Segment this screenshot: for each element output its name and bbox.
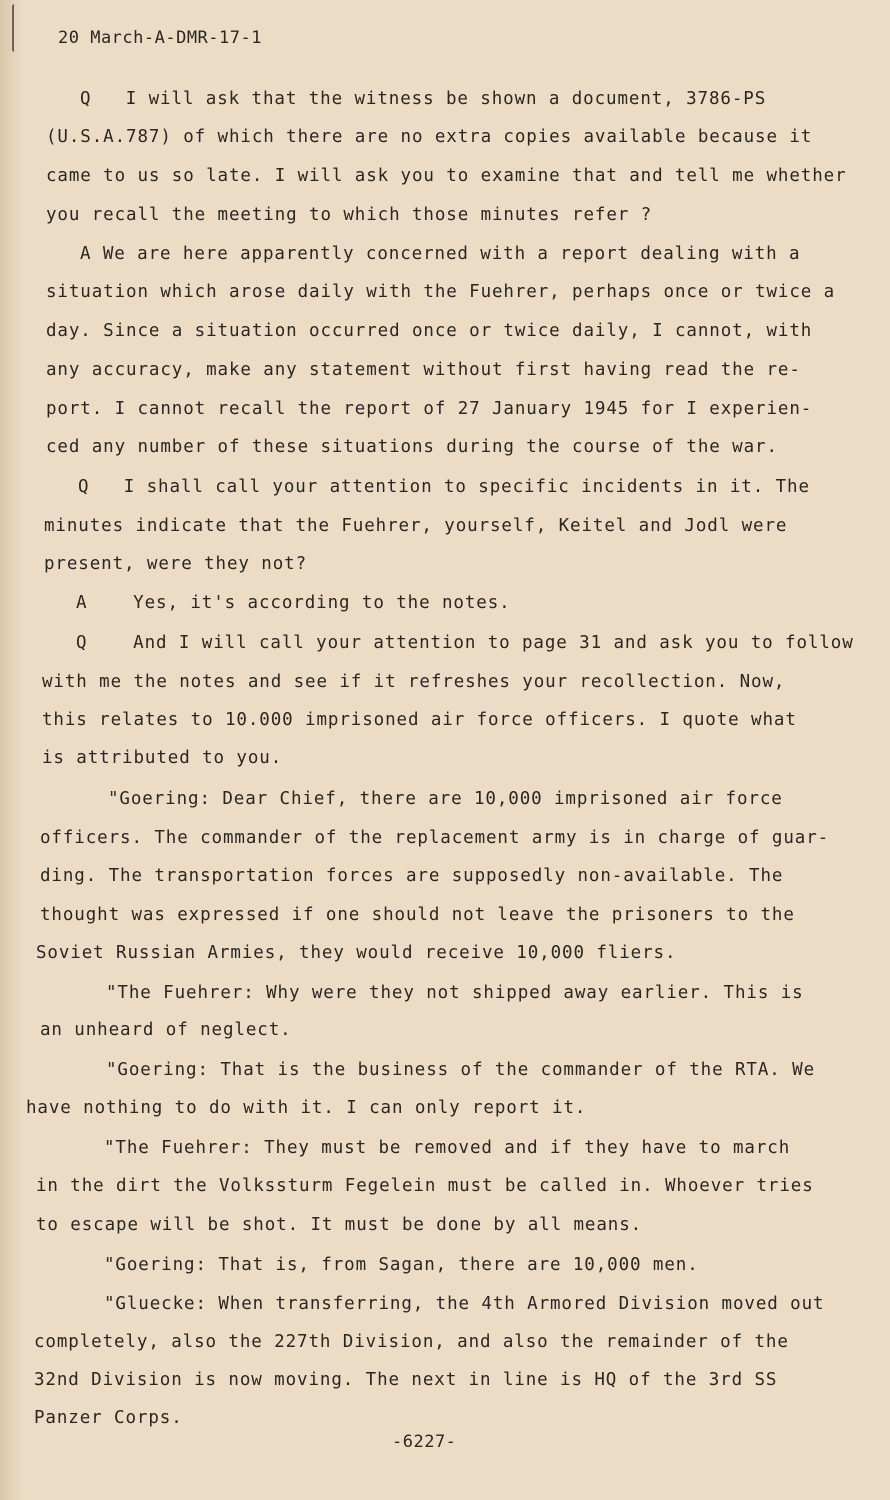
text-line: have nothing to do with it. I can only report it. xyxy=(26,1098,587,1118)
text-line: ding. The transportation forces are supposedly non-available. The xyxy=(40,866,784,886)
text-line: A We are here apparently concerned with a report dealing with a xyxy=(80,244,801,264)
binder-mark xyxy=(12,4,17,52)
text-line: with me the notes and see if it refreshes your recollection. Now, xyxy=(42,672,786,692)
text-line: Q And I will call your attention to page 31 and ask you to follow xyxy=(76,633,854,653)
text-line: (U.S.A.787) of which there are no extra copies available because it xyxy=(46,127,813,147)
text-line: came to us so late. I will ask you to examine that and tell me whether xyxy=(46,166,847,186)
text-line: Panzer Corps. xyxy=(34,1408,183,1428)
text-line: in the dirt the Volkssturm Fegelein must be called in. Whoever tries xyxy=(36,1176,814,1196)
text-line: completely, also the 227th Division, and also the remainder of the xyxy=(34,1332,789,1352)
text-line: an unheard of neglect. xyxy=(40,1020,292,1040)
text-line: minutes indicate that the Fuehrer, yourself, Keitel and Jodl were xyxy=(44,516,788,536)
page-header: 20 March-A-DMR-17-1 xyxy=(58,28,262,48)
text-line: Soviet Russian Armies, they would receive 10,000 fliers. xyxy=(36,943,677,963)
text-line: this relates to 10.000 imprisoned air force officers. I quote what xyxy=(42,710,797,730)
text-line: day. Since a situation occurred once or twice daily, I cannot, with xyxy=(46,321,813,341)
text-line: present, were they not? xyxy=(44,554,308,574)
text-line: "The Fuehrer: They must be removed and if they have to march xyxy=(104,1138,791,1158)
text-line: port. I cannot recall the report of 27 January 1945 for I experien- xyxy=(46,399,813,419)
page-number: -6227- xyxy=(392,1432,457,1452)
text-line: situation which arose daily with the Fuehrer, perhaps once or twice a xyxy=(46,282,836,302)
text-line: "The Fuehrer: Why were they not shipped away earlier. This is xyxy=(106,983,804,1003)
text-line: Q I will ask that the witness be shown a document, 3786-PS xyxy=(80,89,767,109)
text-line: to escape will be shot. It must be done by all means. xyxy=(36,1215,643,1235)
text-line: 32nd Division is now moving. The next in line is HQ of the 3rd SS xyxy=(34,1370,778,1390)
text-line: you recall the meeting to which those minutes refer ? xyxy=(46,205,653,225)
text-line: "Goering: That is the business of the commander of the RTA. We xyxy=(106,1060,816,1080)
text-line: "Goering: Dear Chief, there are 10,000 imprisoned air force xyxy=(108,789,783,809)
text-line: is attributed to you. xyxy=(42,748,283,768)
text-line: "Goering: That is, from Sagan, there are 10,000 men. xyxy=(104,1255,699,1275)
text-line: any accuracy, make any statement without first having read the re- xyxy=(46,360,801,380)
text-line: officers. The commander of the replacement army is in charge of guar- xyxy=(40,828,830,848)
text-line: ced any number of these situations during the course of the war. xyxy=(46,437,778,457)
text-line: thought was expressed if one should not leave the prisoners to the xyxy=(40,905,795,925)
text-line: A Yes, it's according to the notes. xyxy=(76,593,511,613)
page-edge-shadow xyxy=(0,0,22,1500)
text-line: Q I shall call your attention to specific incidents in it. The xyxy=(78,477,810,497)
text-line: "Gluecke: When transferring, the 4th Armored Division moved out xyxy=(104,1294,825,1314)
